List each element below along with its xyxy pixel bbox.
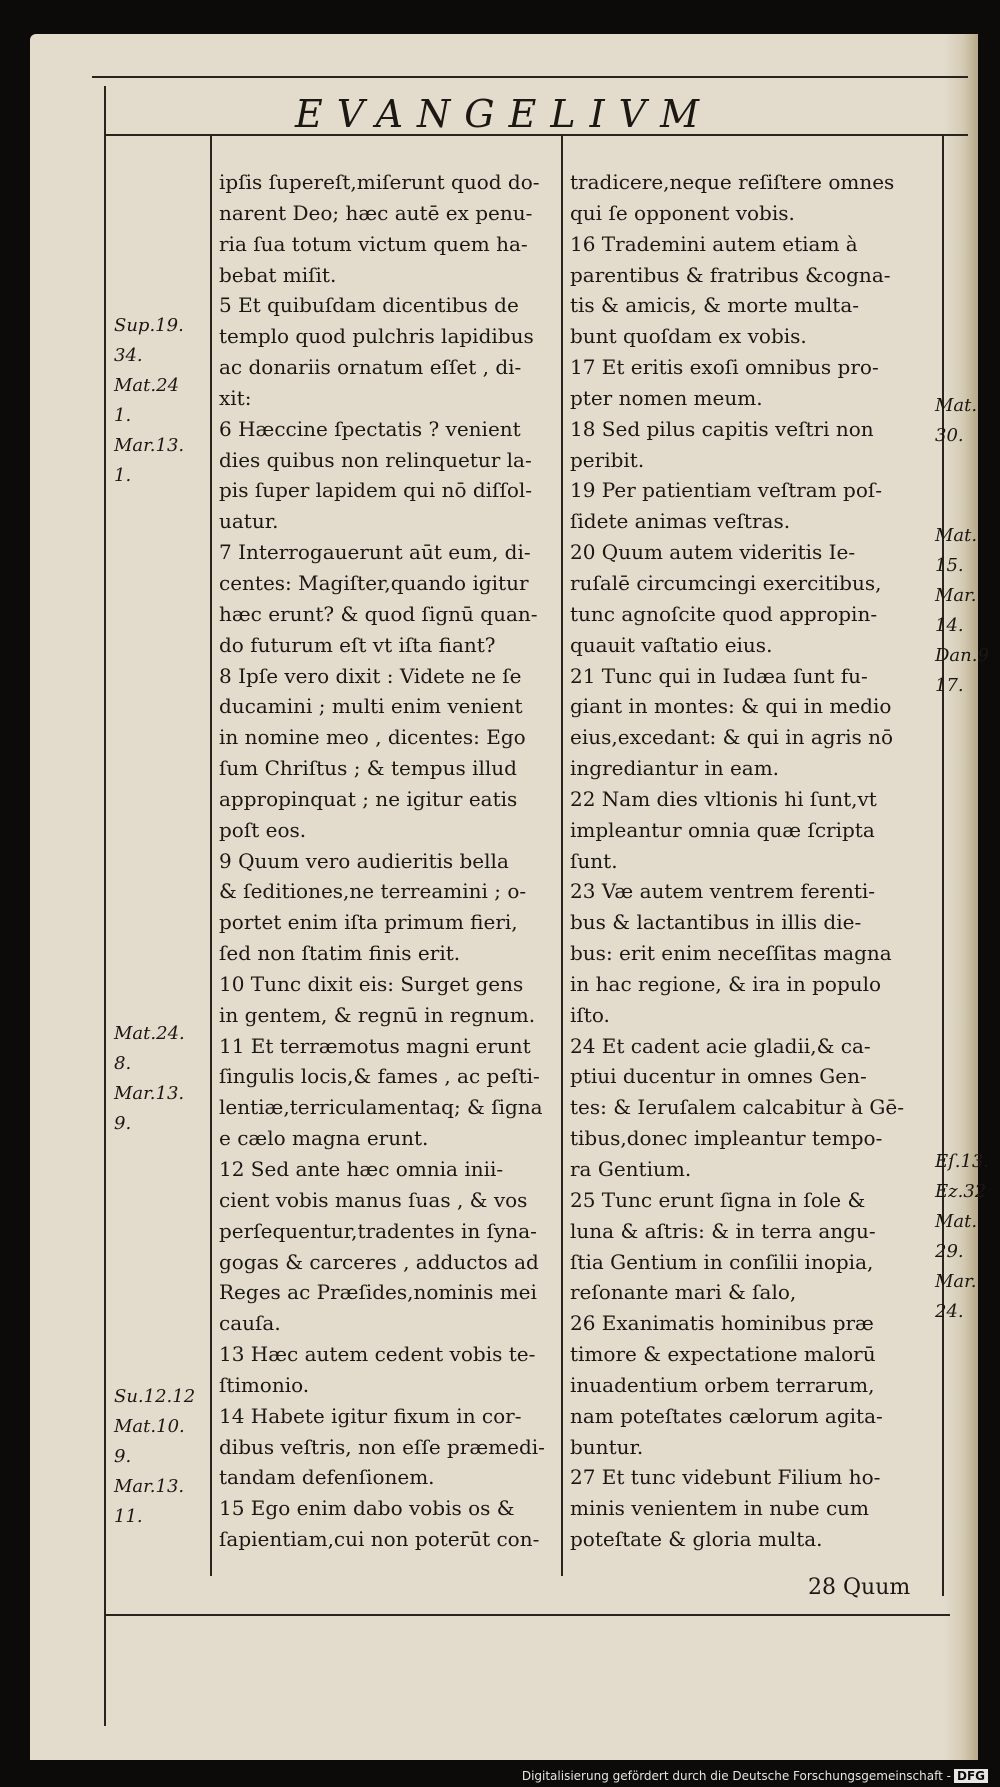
text-line: 5 Et quibuſdam dicentibus de — [219, 293, 519, 318]
running-title: EVANGELIVM — [295, 92, 713, 136]
catchword: 28 Quum — [808, 1575, 911, 1600]
text-line: 15 Ego enim dabo vobis os & — [219, 1496, 515, 1521]
right-margin-note — [935, 391, 977, 451]
text-line: ſapientiam,cui non poterūt con- — [219, 1527, 540, 1552]
text-line: 13 Hæc autem cedent vobis te- — [219, 1342, 536, 1367]
book-page — [30, 34, 990, 1760]
text-line: eius,excedant: & qui in agris nō — [570, 725, 894, 750]
margin-reference: 1. — [114, 465, 132, 486]
text-line: ipſis ſupereſt,miſerunt quod do- — [219, 170, 540, 194]
margin-reference: Mar.13. — [114, 435, 185, 456]
text-line: quauit vaſtatio eius. — [570, 632, 773, 657]
text-line: centes: Magiſter,quando igitur — [219, 570, 529, 595]
margin-reference: Mar.13. — [114, 1083, 185, 1104]
text-line: 21 Tunc qui in Iudæa ſunt fu- — [570, 663, 868, 688]
text-line: appropinquat ; ne igitur eatis — [219, 786, 518, 811]
margin-reference: 15. — [935, 555, 964, 576]
left-margin-note — [114, 311, 184, 491]
text-line: 23 Væ autem ventrem ferenti- — [570, 879, 876, 904]
text-line: tes: & Ieruſalem calcabitur à Gē- — [570, 1095, 904, 1120]
text-line: 24 Et cadent acie gladii,& ca- — [570, 1033, 871, 1058]
top-rule — [92, 76, 968, 78]
left-margin-note — [114, 1019, 185, 1139]
margin-reference: 9. — [114, 1113, 132, 1134]
text-line: giant in montes: & qui in medio — [570, 694, 892, 719]
text-line: gogas & carceres , adductos ad — [219, 1249, 539, 1274]
margin-reference: Mar. — [935, 1271, 977, 1292]
margin-reference: 9. — [114, 1446, 132, 1467]
text-line: ſtimonio. — [219, 1372, 310, 1397]
text-line: iſto. — [570, 1002, 610, 1027]
text-line: 17 Et eritis exoſi omnibus pro- — [570, 355, 879, 380]
text-line: minis venientem in nube cum — [570, 1496, 870, 1521]
left-column-rule — [210, 136, 212, 1576]
text-line: 10 Tunc dixit eis: Surget gens — [219, 971, 524, 996]
margin-reference: Ez.32 — [935, 1181, 987, 1202]
digitization-credit — [522, 1769, 988, 1783]
text-line: ſed non ſtatim finis erit. — [219, 941, 461, 966]
margin-reference: Mat.10. — [114, 1416, 185, 1437]
text-line: tandam defenſionem. — [219, 1465, 435, 1490]
bottom-rule — [104, 1614, 950, 1616]
text-line: dibus veſtris, non eſſe præmedi- — [219, 1434, 545, 1459]
text-line: pis ſuper lapidem qui nō diſſol- — [219, 478, 533, 503]
text-line: tunc agnoſcite quod appropin- — [570, 601, 878, 626]
text-line: 22 Nam dies vltionis hi ſunt,vt — [570, 786, 877, 811]
text-line: bebat miſit. — [219, 262, 337, 287]
margin-reference: 17. — [935, 675, 964, 696]
text-line: timore & expectatione malorū — [570, 1342, 876, 1367]
text-line: cient vobis manus ſuas , & vos — [219, 1187, 528, 1212]
text-line: narent Deo; hæc autē ex penu- — [219, 200, 533, 225]
margin-reference: 24. — [935, 1301, 964, 1322]
text-line: ſtia Gentium in conſilii inopia, — [570, 1249, 874, 1274]
text-line: tibus,donec impleantur tempo- — [570, 1126, 883, 1151]
text-line: poſt eos. — [219, 817, 307, 842]
margin-reference: 1. — [114, 405, 132, 426]
text-line: & ſeditiones,ne terreamini ; o- — [219, 879, 527, 904]
text-line: 19 Per patientiam veſtram poſ- — [570, 478, 883, 503]
margin-reference: Su.12.12 — [114, 1386, 196, 1407]
left-margin-note — [114, 1382, 195, 1532]
text-line: uatur. — [219, 509, 279, 534]
text-line: buntur. — [570, 1434, 644, 1459]
text-line: perſequentur,tradentes in ſyna- — [219, 1218, 537, 1243]
text-line: ſidete animas veſtras. — [570, 509, 791, 534]
text-line: 27 Et tunc videbunt Filium ho- — [570, 1465, 881, 1490]
margin-reference: 30. — [935, 425, 964, 446]
margin-reference: 14. — [935, 615, 964, 636]
margin-reference: Eſ.13. — [935, 1151, 990, 1172]
text-line: xit: — [219, 385, 252, 410]
text-line: e cælo magna erunt. — [219, 1126, 429, 1151]
text-line: lentiæ,terriculamentaq; & ſigna — [219, 1095, 543, 1120]
text-line: Reges ac Præſides,nominis mei — [219, 1280, 537, 1305]
text-line: templo quod pulchris lapidibus — [219, 324, 534, 349]
margin-reference: Mar.13. — [114, 1476, 185, 1497]
text-line: 7 Interrogauerunt aūt eum, di- — [219, 540, 531, 565]
text-line: 11 Et terræmotus magni erunt — [219, 1033, 531, 1058]
margin-reference: Mat. — [935, 525, 978, 546]
left-frame-rule — [104, 86, 106, 1726]
text-line: 6 Hæccine ſpectatis ? venient — [219, 416, 521, 441]
text-line: in nomine meo , dicentes: Ego — [219, 725, 526, 750]
text-line: 25 Tunc erunt ſigna in ſole & — [570, 1187, 866, 1212]
margin-reference: 11. — [114, 1506, 143, 1527]
margin-reference: 34. — [114, 345, 143, 366]
text-line: cauſa. — [219, 1311, 281, 1336]
text-line: ingrediantur in eam. — [570, 756, 780, 781]
margin-reference: Mar. — [935, 585, 977, 606]
text-line: in gentem, & regnū in regnum. — [219, 1002, 536, 1027]
margin-reference: Mat.24. — [114, 1023, 185, 1044]
text-line: ptiui ducentur in omnes Gen- — [570, 1064, 867, 1089]
margin-reference: Mat.24 — [114, 375, 180, 396]
margin-reference: Dan.9 — [935, 645, 989, 666]
right-margin-note — [935, 1147, 989, 1327]
right-text-column — [570, 167, 956, 1555]
margin-reference: Sup.19. — [114, 315, 184, 336]
text-line: qui ſe opponent vobis. — [570, 200, 795, 225]
text-line: 20 Quum autem videritis Ie- — [570, 540, 856, 565]
dfg-logo: DFG — [954, 1769, 988, 1783]
text-line: dies quibus non relinquetur la- — [219, 447, 532, 472]
text-line: ſunt. — [570, 848, 618, 873]
credit-text: Digitalisierung gefördert durch die Deutsche Forschungsgemeinschaft - — [521, 1769, 951, 1783]
text-line: impleantur omnia quæ ſcripta — [570, 817, 875, 842]
right-margin-note — [935, 521, 989, 701]
text-line: ria ſua totum victum quem ha- — [219, 231, 528, 256]
margin-reference: Mat. — [935, 395, 978, 416]
text-line: 16 Trademini autem etiam à — [570, 231, 858, 256]
text-line: ra Gentium. — [570, 1157, 692, 1181]
text-line: parentibus & fratribus &cogna- — [570, 262, 891, 287]
text-line: tis & amicis, & morte multa- — [570, 293, 859, 318]
text-line: 14 Habete igitur fixum in cor- — [219, 1403, 522, 1428]
text-line: bunt quoſdam ex vobis. — [570, 324, 807, 349]
text-line: 12 Sed ante hæc omnia inii- — [219, 1157, 504, 1181]
text-line: pter nomen meum. — [570, 385, 763, 410]
text-line: reſonante mari & ſalo, — [570, 1280, 797, 1305]
text-line: nam poteſtates cælorum agita- — [570, 1403, 883, 1428]
text-line: tradicere,neque reſiſtere omnes — [570, 170, 895, 194]
text-line: 8 Ipſe vero dixit : Videte ne ſe — [219, 663, 522, 688]
left-text-column — [219, 167, 584, 1555]
text-line: bus: erit enim neceſſitas magna — [570, 941, 892, 966]
text-line: 26 Exanimatis hominibus præ — [570, 1311, 874, 1336]
text-line: ſum Chriſtus ; & tempus illud — [219, 756, 517, 781]
margin-reference: 29. — [935, 1241, 964, 1262]
text-line: 18 Sed pilus capitis veſtri non — [570, 416, 874, 441]
text-line: inuadentium orbem terrarum, — [570, 1372, 875, 1397]
text-line: luna & aſtris: & in terra angu- — [570, 1218, 876, 1243]
text-line: hæc erunt? & quod ſignū quan- — [219, 601, 538, 626]
text-line: ſingulis locis,& fames , ac peſti- — [219, 1064, 540, 1089]
text-line: in hac regione, & ira in populo — [570, 971, 882, 996]
text-line: ruſalē circumcingi exercitibus, — [570, 570, 882, 595]
text-line: bus & lactantibus in illis die- — [570, 910, 862, 935]
text-line: ducamini ; multi enim venient — [219, 694, 523, 719]
text-line: poteſtate & gloria multa. — [570, 1527, 823, 1552]
text-line: do futurum eſt vt iſta fiant? — [219, 632, 496, 657]
margin-reference: Mat. — [935, 1211, 978, 1232]
text-line: peribit. — [570, 447, 645, 472]
text-line: 9 Quum vero audieritis bella — [219, 848, 509, 873]
text-line: ac donariis ornatum eſſet , di- — [219, 355, 522, 380]
text-line: portet enim iſta primum fieri, — [219, 910, 518, 935]
margin-reference: 8. — [114, 1053, 132, 1074]
